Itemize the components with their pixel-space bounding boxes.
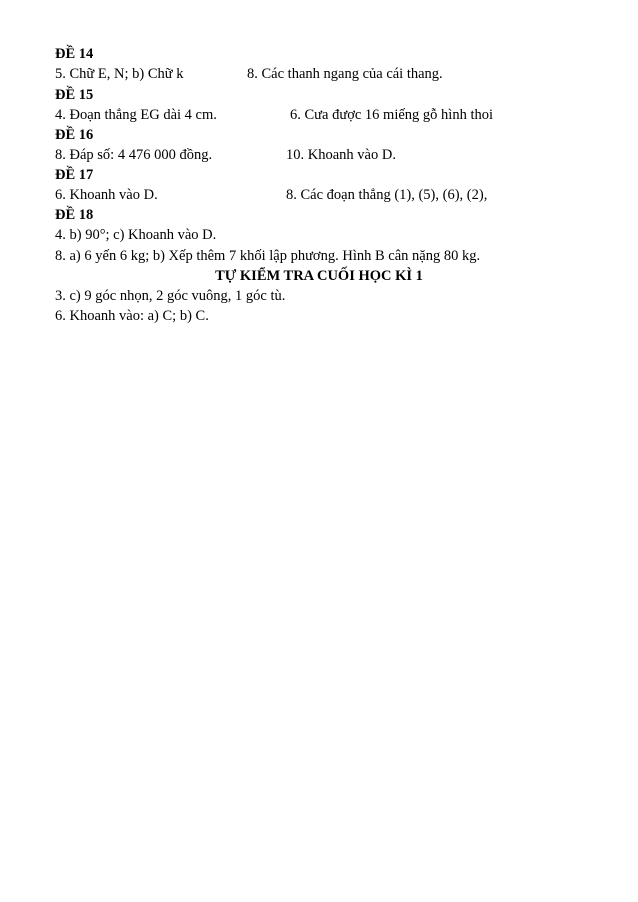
section-heading-de-18: ĐỀ 18 (55, 207, 94, 223)
section-heading-de-17: ĐỀ 17 (55, 167, 94, 183)
final-answer-line-1: 3. c) 9 góc nhọn, 2 góc vuông, 1 góc tù. (55, 288, 286, 304)
section-heading-de-15: ĐỀ 15 (55, 87, 94, 103)
answer-line-de-16-left: 8. Đáp số: 4 476 000 đồng. (55, 147, 213, 163)
final-answer-line-2: 6. Khoanh vào: a) C; b) C. (55, 308, 209, 324)
answer-line-de-17-left: 6. Khoanh vào D. (55, 187, 158, 203)
section-heading-de-14: ĐỀ 14 (55, 46, 94, 62)
answer-line-de-14-right: 8. Các thanh ngang của cái thang. (247, 66, 443, 82)
answer-line-de-17-right: 8. Các đoạn thẳng (1), (5), (6), (2), (286, 187, 488, 203)
answer-line-de-18-1: 4. b) 90°; c) Khoanh vào D. (55, 227, 217, 243)
answer-line-de-18-2: 8. a) 6 yến 6 kg; b) Xếp thêm 7 khối lập phương. Hình B cân nặng 80 kg. (55, 248, 481, 264)
answer-line-de-15-right: 6. Cưa được 16 miếng gỗ hình thoi (290, 107, 494, 123)
final-review-title: TỰ KIỂM TRA CUỐI HỌC KÌ 1 (215, 268, 423, 284)
answer-line-de-14-left: 5. Chữ E, N; b) Chữ k (55, 66, 184, 82)
section-heading-de-16: ĐỀ 16 (55, 127, 94, 143)
answer-line-de-16-right: 10. Khoanh vào D. (286, 147, 396, 163)
answer-line-de-15-left: 4. Đoạn thẳng EG dài 4 cm. (55, 107, 217, 123)
